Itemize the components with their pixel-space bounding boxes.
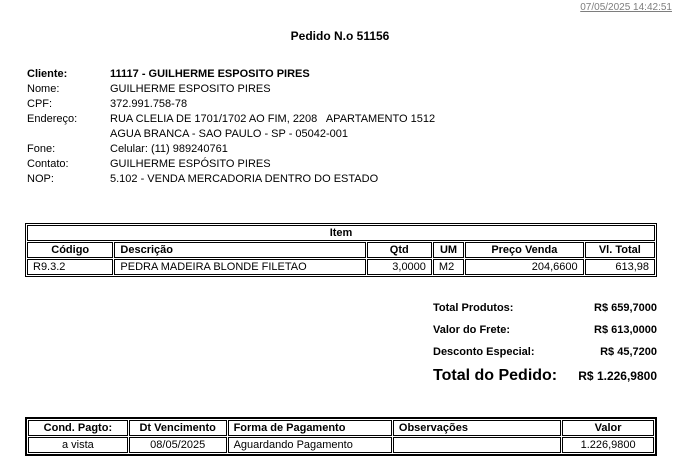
- total-produtos-value: R$ 659,7000: [594, 302, 657, 314]
- total-pedido-row: [433, 367, 657, 385]
- field-value: 11117 - GUILHERME ESPOSITO PIRES: [110, 68, 310, 80]
- field-value: GUILHERME ESPÓSITO PIRES: [110, 158, 271, 170]
- cell-descricao: PEDRA MADEIRA BLONDE FILETAO: [114, 259, 365, 275]
- total-produtos-label: Total Produtos:: [433, 302, 514, 314]
- print-timestamp: 07/05/2025 14:42:51: [580, 2, 672, 13]
- table-row: [28, 437, 654, 453]
- col-header-um: UM: [433, 242, 464, 258]
- field-label: Cliente:: [27, 68, 68, 80]
- field-label: Endereço:: [27, 113, 78, 125]
- col-header-vl-total: Vl. Total: [585, 242, 655, 258]
- cell-observacoes: [393, 437, 561, 453]
- table-row: [27, 259, 655, 275]
- customer-row-cpf: [27, 97, 435, 112]
- customer-row-endereco-2: [27, 127, 435, 142]
- col-header-dt-vencimento: Dt Vencimento: [129, 420, 227, 436]
- customer-row-nome: [27, 82, 435, 97]
- cell-qtd: 3,0000: [367, 259, 432, 275]
- payment-table: [25, 417, 657, 456]
- field-value: Celular: (11) 989240761: [110, 143, 228, 155]
- item-table-header-row: [27, 242, 655, 258]
- item-table: [25, 223, 657, 277]
- cell-forma-pagamento: Aguardando Pagamento: [228, 437, 392, 453]
- col-header-codigo: Código: [27, 242, 113, 258]
- customer-row-nop: [27, 172, 435, 187]
- col-header-preco-venda: Preço Venda: [465, 242, 584, 258]
- item-table-section-row: [27, 225, 655, 241]
- customer-row-cliente: [27, 67, 435, 82]
- valor-frete-row: [433, 323, 657, 337]
- item-section-title: Item: [27, 225, 655, 241]
- field-value: 5.102 - VENDA MERCADORIA DENTRO DO ESTADO: [110, 173, 379, 185]
- totals-block: [433, 301, 657, 385]
- total-pedido-value: R$ 1.226,9800: [578, 369, 657, 383]
- page-title: Pedido N.o 51156: [290, 29, 390, 43]
- total-pedido-label: Total do Pedido:: [433, 367, 558, 384]
- col-header-valor: Valor: [562, 420, 654, 436]
- cell-cond-pagto: a vista: [28, 437, 128, 453]
- desconto-especial-row: [433, 345, 657, 359]
- field-value: RUA CLELIA DE 1701/1702 AO FIM, 2208 APARTAMENTO 1512: [110, 113, 436, 125]
- field-label: Contato:: [27, 158, 69, 170]
- field-value: AGUA BRANCA - SAO PAULO - SP - 05042-001: [110, 128, 349, 140]
- total-produtos-row: [433, 301, 657, 315]
- desconto-especial-value: R$ 45,7200: [600, 346, 657, 358]
- customer-row-fone: [27, 142, 435, 157]
- col-header-qtd: Qtd: [367, 242, 432, 258]
- field-value: GUILHERME ESPOSITO PIRES: [110, 83, 271, 95]
- field-label: Nome:: [27, 83, 60, 95]
- cell-preco-venda: 204,6600: [465, 259, 584, 275]
- cell-codigo: R9.3.2: [27, 259, 113, 275]
- valor-frete-label: Valor do Frete:: [433, 324, 511, 336]
- cell-vl-total: 613,98: [585, 259, 655, 275]
- desconto-especial-label: Desconto Especial:: [433, 346, 535, 358]
- cell-dt-vencimento: 08/05/2025: [129, 437, 227, 453]
- field-label: Fone:: [27, 143, 56, 155]
- field-label: [27, 127, 110, 142]
- valor-frete-value: R$ 613,0000: [594, 324, 657, 336]
- customer-row-contato: [27, 157, 435, 172]
- col-header-observacoes: Observações: [393, 420, 561, 436]
- customer-info-block: [27, 67, 435, 187]
- col-header-cond-pagto: Cond. Pagto:: [28, 420, 128, 436]
- cell-valor: 1.226,9800: [562, 437, 654, 453]
- field-label: CPF:: [27, 98, 53, 110]
- payment-table-header-row: [28, 420, 654, 436]
- col-header-forma-pagamento: Forma de Pagamento: [228, 420, 392, 436]
- field-value: 372.991.758-78: [110, 98, 188, 110]
- customer-row-endereco: [27, 112, 435, 127]
- field-label: NOP:: [27, 173, 54, 185]
- cell-um: M2: [433, 259, 464, 275]
- col-header-descricao: Descrição: [114, 242, 365, 258]
